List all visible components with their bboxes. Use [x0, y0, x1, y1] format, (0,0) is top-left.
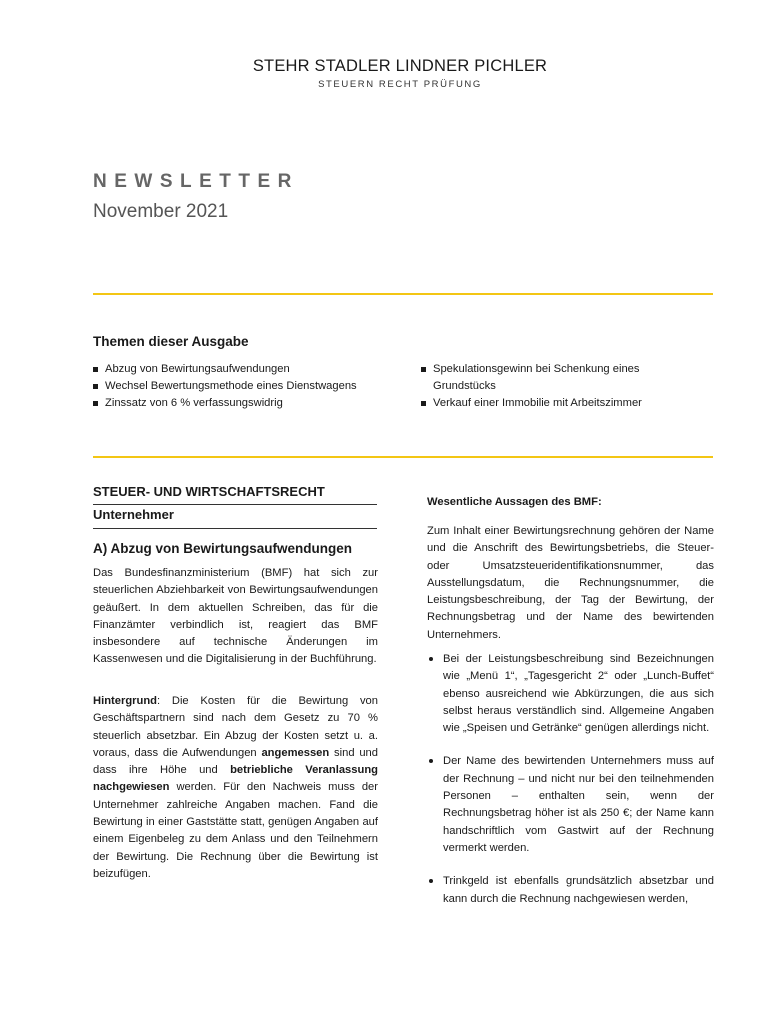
gold-divider-top [93, 293, 713, 295]
bmf-bullet: Trinkgeld ist ebenfalls grundsätzlich absetzbar und kann durch die Rechnung nachgewiesen werden, [427, 873, 714, 908]
section-rule [93, 504, 377, 505]
topics-heading: Themen dieser Ausgabe [93, 334, 249, 349]
topic-item: Zinssatz von 6 % verfassungswidrig [93, 395, 393, 412]
topic-item: Verkauf einer Immobilie mit Arbeitszimmer [421, 395, 691, 412]
bmf-intro: Zum Inhalt einer Bewirtungsrechnung gehören der Name und die Anschrift des Bewirtungsbetriebs, die Steuer- oder Umsatzsteueridentifikationsnummer, das Ausstellungsdatum, die Rechnungsnummer, die Leistungsbeschreibung, der Tag der Bewirtung, der Rechnungsbetrag und der Name des bewirtenden Unternehmers. [427, 525, 714, 641]
section-heading: STEUER- UND WIRTSCHAFTSRECHT [93, 484, 325, 499]
background-label: Hintergrund [93, 695, 158, 707]
newsletter-date: November 2021 [93, 201, 229, 222]
bmf-heading: Wesentliche Aussagen des BMF: [427, 496, 602, 508]
newsletter-title: NEWSLETTER [93, 171, 299, 192]
topics-list-left [93, 361, 393, 412]
gold-divider-bottom [93, 456, 713, 458]
topic-item: Wechsel Bewertungsmethode eines Dienstwagens [93, 378, 393, 395]
article-title: A) Abzug von Bewirtungsaufwendungen [93, 541, 352, 556]
section-subheading: Unternehmer [93, 507, 174, 522]
bmf-bullet: Der Name des bewirtenden Unternehmers muss auf der Rechnung – und nicht nur bei den teilnehmenden Personen – enthalten sein, wenn der Rechnungsbetrag höher ist als 250 €; der Name kann handschriftlich vom Gastwirt auf der Rechnung vermerkt werden. [427, 753, 714, 857]
firm-name: STEHR STADLER LINDNER PICHLER [252, 57, 548, 75]
bmf-bullet-list [427, 651, 714, 924]
firm-tagline: STEUERN RECHT PRÜFUNG [318, 79, 482, 90]
topic-item: Spekulationsgewinn bei Schenkung eines Grundstücks [421, 361, 691, 395]
article-intro: Das Bundesfinanzministerium (BMF) hat sich zur steuerlichen Abziehbarkeit von Bewirtungsaufwendungen geäußert. In dem aktuellen Schreiben, das für die Finanzämter verbindlich ist, reagiert das BMF insbesondere auf technische Änderungen im Kassenwesen und die Digitalisierung in der Buchführung. [93, 567, 378, 666]
topic-item: Abzug von Bewirtungsaufwendungen [93, 361, 393, 378]
subheading-rule [93, 528, 377, 529]
bmf-bullet: Bei der Leistungsbeschreibung sind Bezeichnungen wie „Menü 1“, „Tagesgericht 2“ oder „Lunch-Buffet“ ebenso ausreichend wie Abkürzungen, die aus sich selbst heraus verständlich sind. Allgemeine Angaben wie „Speisen und Getränke“ genügen allerdings nicht. [427, 651, 714, 737]
article-background: Hintergrund: Die Kosten für die Bewirtung von Geschäftspartnern sind nach dem Gesetz zu 70 % steuerlich absetzbar. Ein Abzug der Kosten setzt u. a. voraus, dass die Aufwendungen angemessen sind und dass ihre Höhe und betriebliche Veranlassung nachgewiesen werden. Für den Nachweis muss der Unternehmer zahlreiche Angaben machen. Fand die Bewirtung in einer Gaststätte statt, genügen Angaben auf einem Eigenbeleg zu dem Anlass und den Teilnehmern der Bewirtung. Die Rechnung über die Bewirtung ist beizufügen. [93, 695, 379, 880]
topics-list-right [421, 361, 691, 412]
